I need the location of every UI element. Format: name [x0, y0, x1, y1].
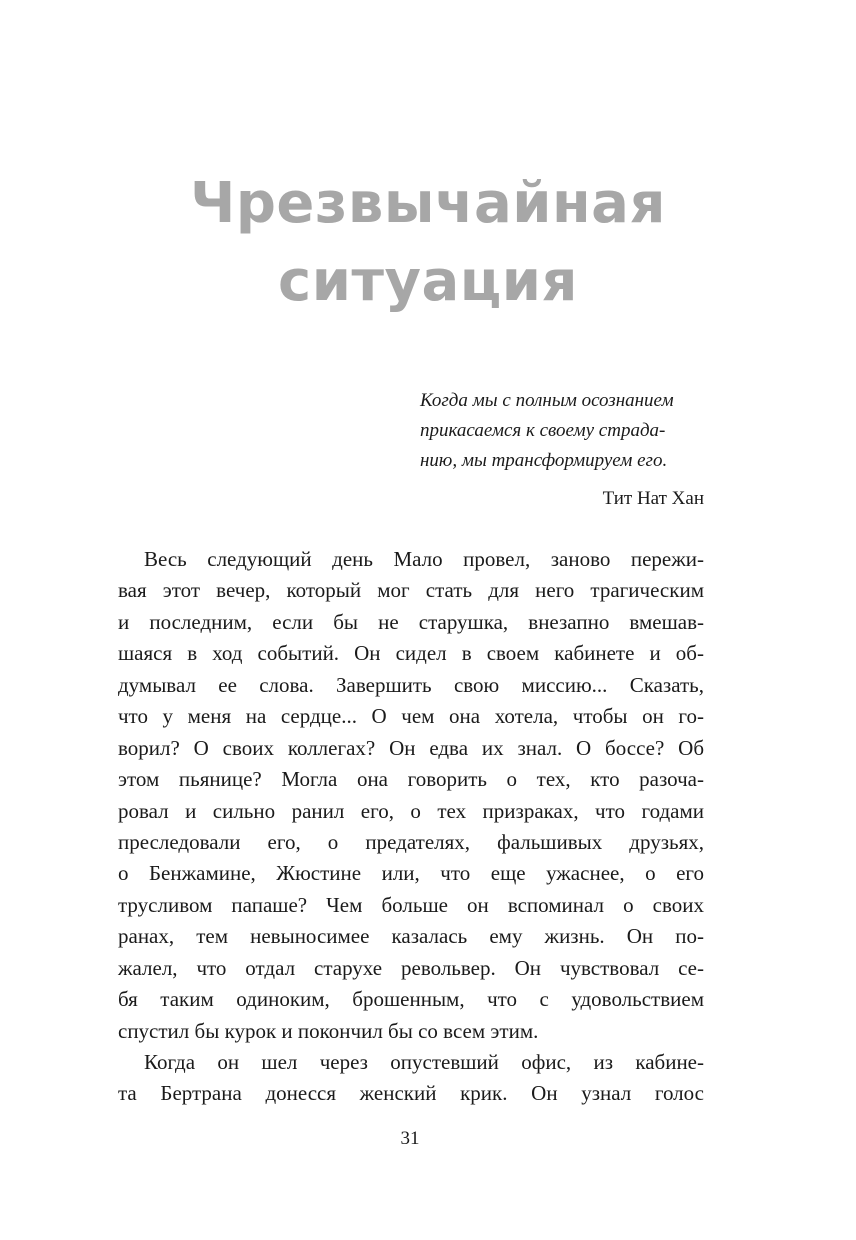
paragraph — [118, 1047, 704, 1110]
epigraph-line: прикасаемся к своему страда- — [420, 420, 666, 441]
text-line: этом пьянице? Могла она говорить о тех, кто разоча- — [118, 767, 704, 792]
text-line: думывал ее слова. Завершить свою миссию... Сказать, — [118, 672, 704, 697]
text-line: ранах, тем невыносимее казалась ему жизнь. Он по- — [118, 924, 704, 949]
chapter-title-line: Чрезвычайная — [190, 171, 666, 236]
paragraph — [118, 544, 704, 1047]
text-line: жалел, что отдал старухе револьвер. Он чувствовал се- — [118, 955, 704, 980]
text-line: и последним, если бы не старушка, внезапно вмешав- — [118, 609, 704, 634]
epigraph — [420, 386, 710, 514]
text-line: трусливом папаше? Чем больше он вспоминал о своих — [118, 892, 704, 917]
page-number: 31 — [400, 1128, 420, 1149]
text-line: бя таким одиноким, брошенным, что с удовольствием — [118, 987, 704, 1012]
text-line: шаяся в ход событий. Он сидел в своем кабинете и об- — [118, 641, 704, 666]
body-text — [118, 544, 704, 1110]
text-line: спустил бы курок и покончил бы со всем этим. — [118, 1018, 539, 1043]
epigraph-line: нию, мы трансформируем его. — [420, 450, 668, 471]
text-line: Весь следующий день Мало провел, заново пережи- — [144, 547, 704, 571]
chapter-title-line: ситуация — [278, 249, 578, 314]
text-line: ровал и сильно ранил его, о тех призраках, что годами — [118, 798, 704, 823]
text-line: ворил? О своих коллегах? Он едва их знал. О боссе? Об — [118, 735, 704, 760]
text-line: преследовали его, о предателях, фальшивых друзьях, — [118, 829, 704, 854]
epigraph-author: Тит Нат Хан — [602, 488, 704, 509]
text-line: о Бенжамине, Жюстине или, что еще ужаснее, о его — [118, 861, 704, 886]
epigraph-line: Когда мы с полным осознанием — [420, 390, 674, 411]
text-line: вая этот вечер, который мог стать для него трагическим — [118, 578, 704, 603]
text-line: Когда он шел через опустевший офис, из кабине- — [144, 1050, 704, 1074]
chapter-title — [0, 165, 856, 321]
text-line: что у меня на сердце... О чем она хотела, чтобы он го- — [118, 704, 704, 729]
text-line: та Бертрана донесся женский крик. Он узнал голос — [118, 1081, 704, 1106]
